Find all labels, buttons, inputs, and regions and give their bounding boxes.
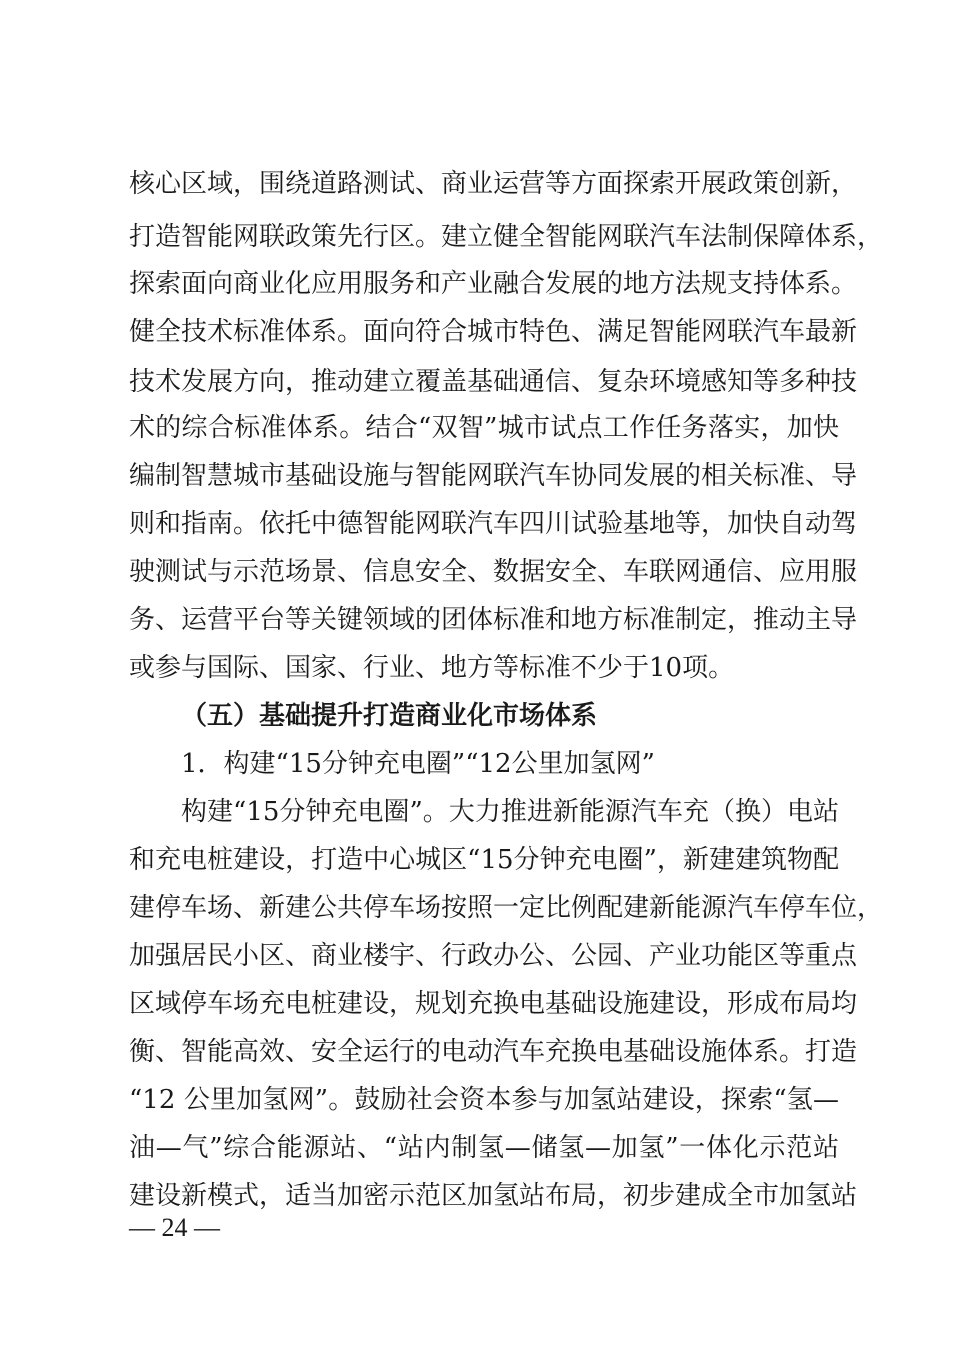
body-text-line: 健全技术标准体系。面向符合城市特色、满足智能网联汽车最新	[129, 317, 858, 347]
body-text-line: 建停车场、新建公共停车场按照一定比例配建新能源汽车停车位，	[129, 893, 884, 923]
body-text-line: 则和指南。依托中德智能网联汽车四川试验基地等，加快自动驾	[129, 509, 858, 539]
section-heading: （五）基础提升打造商业化市场体系	[181, 701, 598, 731]
body-text-line: 探索面向商业化应用服务和产业融合发展的地方法规支持体系。	[129, 269, 858, 299]
body-text-line: 或参与国际、国家、行业、地方等标准不少于10项。	[129, 653, 735, 683]
body-text-line: 油—气”综合能源站、“站内制氢—储氢—加氢”一体化示范站	[129, 1133, 839, 1163]
body-text-line: 编制智慧城市基础设施与智能网联汽车协同发展的相关标准、导	[129, 461, 858, 491]
body-text-line: 打造智能网联政策先行区。建立健全智能网联汽车法制保障体系，	[129, 222, 884, 252]
body-text-line: 加强居民小区、商业楼宇、行政办公、公园、产业功能区等重点	[129, 941, 858, 971]
body-text-line: 构建“15分钟充电圈”。大力推进新能源汽车充（换）电站	[181, 797, 839, 827]
body-text-line: 驶测试与示范场景、信息安全、数据安全、车联网通信、应用服	[129, 557, 858, 587]
body-text-line: 建设新模式，适当加密示范区加氢站布局，初步建成全市加氢站	[129, 1181, 858, 1211]
body-text-line: 和充电桩建设，打造中心城区“15分钟充电圈”，新建建筑物配	[129, 845, 839, 875]
body-text-line: 术的综合标准体系。结合“双智”城市试点工作任务落实，加快	[129, 413, 839, 443]
body-text-line: “12 公里加氢网”。鼓励社会资本参与加氢站建设，探索“氢—	[129, 1085, 839, 1115]
body-text-line: 核心区域，围绕道路测试、商业运营等方面探索开展政策创新，	[129, 169, 858, 199]
body-text-line: 衡、智能高效、安全运行的电动汽车充换电基础设施体系。打造	[129, 1037, 858, 1067]
page-number: — 24 —	[129, 1213, 220, 1242]
subsection-heading: 1．构建“15分钟充电圈”“12公里加氢网”	[181, 749, 655, 779]
body-text-line: 务、运营平台等关键领域的团体标准和地方标准制定，推动主导	[129, 605, 858, 635]
body-text-line: 区域停车场充电桩建设，规划充换电基础设施建设，形成布局均	[129, 989, 858, 1019]
body-text-line: 技术发展方向，推动建立覆盖基础通信、复杂环境感知等多种技	[129, 367, 858, 397]
